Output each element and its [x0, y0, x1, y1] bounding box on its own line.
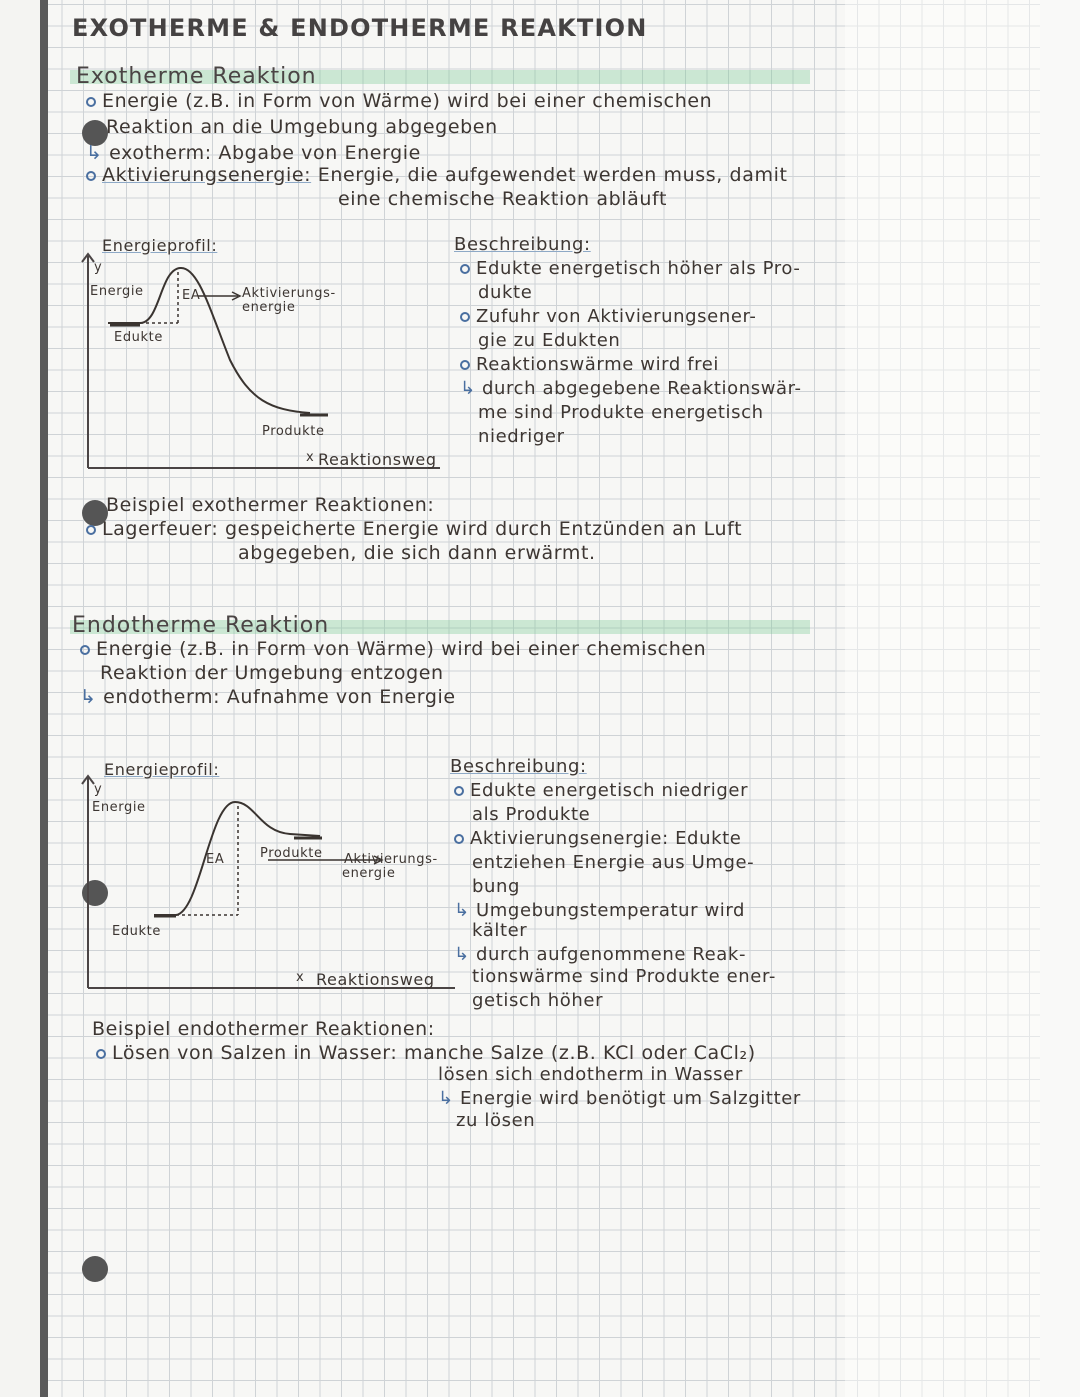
endo-profile-label: Energieprofil: — [104, 760, 220, 779]
exo-desc-line: gie zu Edukten — [478, 330, 621, 351]
notebook-page — [40, 0, 1040, 1397]
exo-produkte-label: Produkte — [262, 424, 325, 439]
exo-line-2: Reaktion an die Umgebung abgegeben — [106, 116, 498, 138]
exo-desc-line: me sind Produkte energetisch — [478, 402, 764, 423]
endo-energie-label: Energie — [92, 800, 146, 815]
endo-example-title: Beispiel endothermer Reaktionen: — [92, 1018, 435, 1040]
endo-reaktionsweg-label: Reaktionsweg — [316, 970, 435, 989]
exo-edukte-label: Edukte — [114, 330, 163, 345]
exo-profile-label: Energieprofil: — [102, 236, 218, 255]
page-edge — [40, 0, 48, 1397]
exo-desc-line: Reaktionswärme wird frei — [460, 354, 719, 375]
exo-x-axis-label: x — [306, 450, 315, 465]
exo-desc-title: Beschreibung: — [454, 234, 591, 255]
endo-desc-line: als Produkte — [472, 804, 591, 825]
endo-edukte-label: Edukte — [112, 924, 161, 939]
endo-y-axis-label: y — [94, 782, 103, 797]
endo-x-axis-label: x — [296, 970, 305, 985]
exo-y-axis-label: y — [94, 260, 103, 275]
endo-activation-label-2: energie — [342, 866, 396, 881]
endo-line-3: ↳ endotherm: Aufnahme von Energie — [80, 686, 456, 708]
endo-desc-line: ↳ durch aufgenommene Reak- — [454, 944, 747, 965]
endo-heading: Endotherme Reaktion — [72, 613, 330, 638]
exo-line-4: Aktivierungsenergie: Energie, die aufgewendet werden muss, damit — [86, 164, 788, 186]
endo-desc-line: getisch höher — [472, 990, 604, 1011]
punch-hole-icon — [82, 1256, 108, 1282]
endo-line-1: Energie (z.B. in Form von Wärme) wird bei einer chemischen — [80, 638, 706, 660]
endo-ea-label: EA — [206, 852, 225, 867]
exo-example-title: Beispiel exothermer Reaktionen: — [106, 494, 435, 516]
exo-ea-label: EA — [182, 288, 201, 303]
endo-desc-line: kälter — [472, 920, 528, 941]
endo-desc-line: entziehen Energie aus Umge- — [472, 852, 755, 873]
endo-activation-label: Aktivierungs- — [344, 852, 438, 867]
exo-activation-label-2: energie — [242, 300, 296, 315]
endo-example-line-1: Lösen von Salzen in Wasser: manche Salze (z.B. KCl oder CaCl₂) — [96, 1042, 756, 1064]
exo-desc-line: dukte — [478, 282, 533, 303]
exo-heading: Exotherme Reaktion — [76, 64, 317, 89]
exo-energie-label: Energie — [90, 284, 144, 299]
endo-desc-line: Aktivierungsenergie: Edukte — [454, 828, 741, 849]
page-title: EXOTHERME & ENDOTHERME REAKTION — [72, 14, 648, 42]
endo-desc-line: tionswärme sind Produkte ener- — [472, 966, 776, 987]
exo-line-3: ↳ exotherm: Abgabe von Energie — [86, 142, 421, 164]
exo-desc-line: Edukte energetisch höher als Pro- — [460, 258, 800, 279]
page-shade — [845, 0, 1080, 1397]
endo-desc-title: Beschreibung: — [450, 756, 587, 777]
endo-example-line-3: ↳ Energie wird benötigt um Salzgitter — [438, 1088, 801, 1109]
exo-example-line-1: Lagerfeuer: gespeicherte Energie wird durch Entzünden an Luft — [86, 518, 742, 540]
exo-desc-line: Zufuhr von Aktivierungsener- — [460, 306, 756, 327]
exo-line-1: Energie (z.B. in Form von Wärme) wird bei einer chemischen — [86, 90, 712, 112]
exo-desc-line: niedriger — [478, 426, 565, 447]
endo-line-2: Reaktion der Umgebung entzogen — [100, 662, 444, 684]
exo-line-5: eine chemische Reaktion abläuft — [338, 188, 668, 210]
exo-desc-line: ↳ durch abgegebene Reaktionswär- — [460, 378, 802, 399]
exo-example-line-2: abgegeben, die sich dann erwärmt. — [238, 542, 596, 564]
endo-desc-line: bung — [472, 876, 521, 897]
endo-example-line-4: zu lösen — [456, 1110, 536, 1131]
endo-desc-line: Edukte energetisch niedriger — [454, 780, 748, 801]
endo-desc-line: ↳ Umgebungstemperatur wird — [454, 900, 746, 921]
exo-activation-label: Aktivierungs- — [242, 286, 336, 301]
endo-produkte-label: Produkte — [260, 846, 323, 861]
endo-example-line-2: lösen sich endotherm in Wasser — [438, 1064, 743, 1085]
exo-reaktionsweg-label: Reaktionsweg — [318, 450, 437, 469]
